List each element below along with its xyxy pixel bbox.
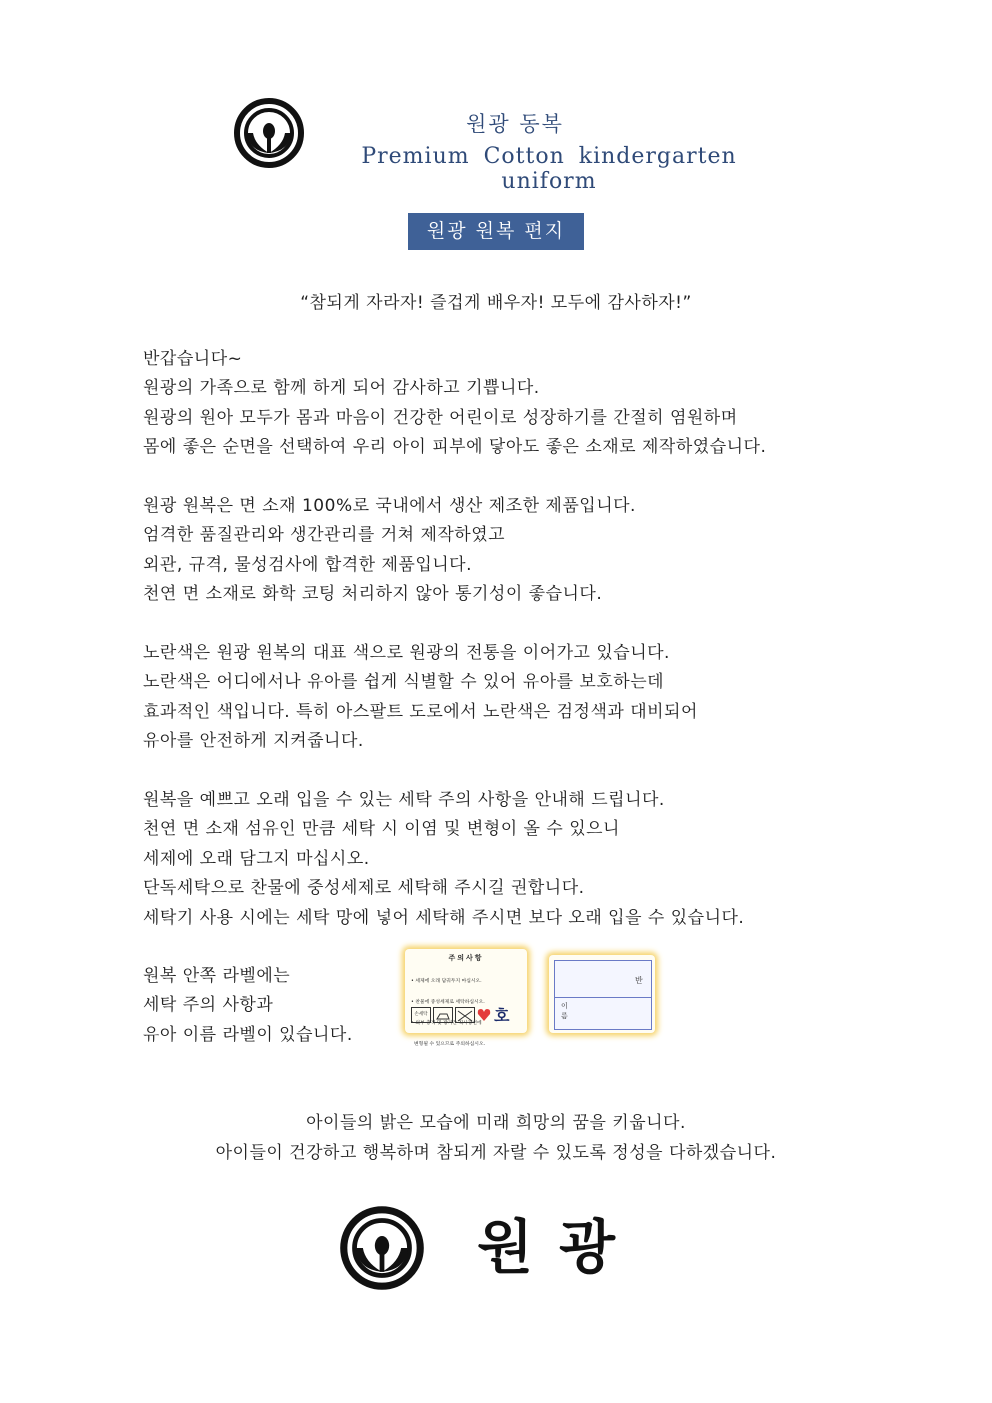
no-bleach-icon: [455, 1007, 475, 1023]
paragraph-line: 몸에 좋은 순면을 선택하여 우리 아이 피부에 닿아도 좋은 소재로 제작하였습니다.: [143, 437, 767, 458]
paragraph-line: 유아를 안전하게 지켜줍니다.: [143, 731, 364, 752]
motto: “참되게 자라자! 즐겁게 배우자! 모두에 감사하자!”: [300, 293, 692, 313]
paragraph-line: 엄격한 품질관리와 생간관리를 거쳐 제작하였고: [143, 525, 506, 546]
paragraph-line: 원광의 가족으로 함께 하게 되어 감사하고 기쁩니다.: [143, 378, 540, 399]
paragraph-yellow-color: [143, 639, 863, 757]
paragraph-line: 원복 안쪽 라벨에는: [143, 966, 291, 986]
paragraph-line: 노란색은 원광 원복의 대표 색으로 원광의 전통을 이어가고 있습니다.: [143, 643, 670, 663]
paragraph-line: 원광의 원아 모두가 몸과 마음이 건강한 어린이로 성장하기를 간절히 염원하며: [143, 407, 738, 428]
care-label-line: 변형될 수 있으므로 주의하십시오.: [411, 1042, 486, 1047]
paragraph-line: 원복을 예쁘고 오래 입을 수 있는 세탁 주의 사항을 안내해 드립니다.: [143, 790, 665, 810]
care-label-line: • 찬물에 중성세제로 세탁하십시오.: [411, 1000, 485, 1005]
paragraph-line: 효과적인 색입니다. 특히 아스팔트 도로에서 노란색은 검정색과 대비되어: [143, 701, 698, 722]
paragraph-line: 세탁 주의 사항과: [143, 995, 274, 1016]
care-label-image: [405, 949, 527, 1047]
paragraph-line: 천연 면 소재로 화학 코팅 처리하지 않아 통기성이 좋습니다.: [143, 584, 603, 605]
paragraph-washing: [143, 786, 863, 933]
name-label-image: [549, 955, 655, 1033]
hand-wash-icon: 손세탁: [411, 1007, 431, 1023]
paragraph-line: 유아 이름 라벨이 있습니다.: [143, 1024, 353, 1045]
closing-line: 아이들이 건강하고 행복하며 참되게 자랄 수 있도록 정성을 다하겠습니다.: [215, 1143, 777, 1163]
header-title-korean: 원광 동복: [466, 112, 564, 136]
footer-wordmark: 원광: [477, 1213, 642, 1281]
header-title-english: Premium Cotton kindergarten uniform: [361, 144, 737, 194]
paragraph-line: 원광 원복은 면 소재 100%로 국내에서 생산 제조한 제품입니다.: [143, 496, 636, 516]
paragraph-line: 단독세탁으로 찬물에 중성세제로 세탁해 주시길 권합니다.: [143, 878, 585, 899]
name-label-divider: [555, 997, 651, 998]
name-label-text: 이름: [561, 1002, 568, 1020]
logo-emblem-icon: [233, 97, 305, 169]
care-label-line: • 세제에 오래 담궈두지 마십시오.: [411, 979, 482, 984]
closing-line: 아이들의 밝은 모습에 미래 희망의 꿈을 키웁니다.: [306, 1113, 686, 1133]
paragraph-line: 외관, 규격, 물성검사에 합격한 제품입니다.: [143, 554, 473, 575]
paragraph-line: 노란색은 어디에서나 유아를 쉽게 식별할 수 있어 유아를 보호하는데: [143, 672, 665, 693]
size-suffix: 호: [494, 1006, 510, 1025]
paragraph-line: 반갑습니다~: [143, 349, 243, 369]
care-label-title: 주의사항: [448, 954, 484, 962]
paragraph-line: 세제에 오래 담그지 마십시오.: [143, 848, 370, 869]
care-label-line: • 외부 충격 및 장기간 직사광선에: [411, 1021, 482, 1026]
paragraph-material: [143, 492, 863, 610]
paragraph-greeting: [143, 345, 863, 463]
paragraph-labels: [143, 962, 393, 1050]
paragraph-line: 세탁기 사용 시에는 세탁 망에 넣어 세탁해 주시면 보다 오래 입을 수 있습니다.: [143, 907, 745, 928]
letter-title-badge: 원광 원복 편지: [408, 213, 584, 250]
name-label-frame: [554, 960, 652, 1030]
class-label: 반: [635, 976, 643, 985]
heart-character-icon: [477, 1007, 489, 1021]
paragraph-line: 천연 면 소재 섬유인 만큼 세탁 시 이염 및 변형이 올 수 있으니: [143, 819, 620, 840]
iron-icon: [433, 1007, 453, 1023]
footer-logo-emblem-icon: [339, 1205, 425, 1291]
